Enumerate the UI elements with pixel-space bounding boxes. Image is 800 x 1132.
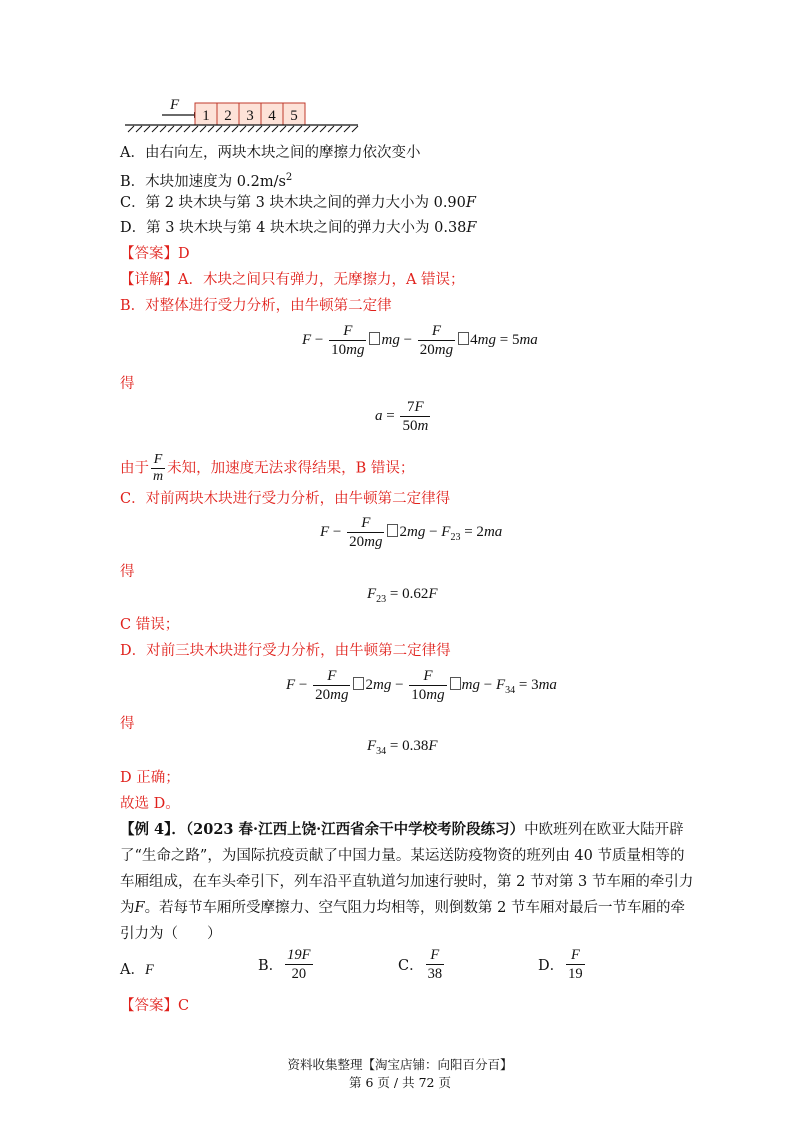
example-4-line-1 (120, 820, 684, 840)
choice-c-label: C． (398, 958, 424, 974)
analysis-de-2: 得 (120, 564, 135, 580)
option-b-text: B．木块加速度为 0.2m/s (120, 173, 286, 190)
analysis-line-7: D 正确； (120, 770, 180, 786)
force-label: F (170, 97, 180, 113)
footer-page-number: 第 6 页 / 共 72 页 (349, 1075, 451, 1090)
example-4-line-4 (120, 898, 685, 918)
block-row (195, 103, 305, 125)
choice-a-label: A． (120, 962, 145, 978)
analysis-de-3: 得 (120, 716, 135, 732)
analysis-line-8: 故选 D。 (120, 796, 180, 812)
choice-b-num: 19F (287, 947, 311, 963)
analysis-line-3-suffix: 未知，加速度无法求得结果，B 错误； (167, 460, 415, 477)
choice-d (538, 946, 587, 983)
footer-source: 资料收集整理【淘宝店铺：向阳百分百】 (287, 1057, 513, 1072)
analysis-line-4: C．对前两块木块进行受力分析，由牛顿第二定律得 (120, 491, 451, 507)
choice-c-den: 38 (427, 966, 443, 982)
block-label: 3 (246, 108, 254, 124)
option-a: A．由右向左，两块木块之间的摩擦力依次变小 (120, 145, 421, 161)
analysis-line-1: 【详解】A．木块之间只有弹力，无摩擦力，A 错误； (120, 272, 465, 288)
example-4-line-1-rest: 中欧班列在欧亚大陆开辟 (524, 822, 684, 838)
analysis-de-1: 得 (120, 376, 135, 392)
example-4-line-2: 了“生命之路”，为国际抗疫贡献了中国力量。某运送防疫物资的班列由 40 节质量相等的 (120, 848, 685, 864)
block-label: 4 (268, 108, 276, 124)
analysis-line-5: C 错误； (120, 617, 180, 633)
equation-1: F − $\frac{F}{10mg}$ mg − $\frac{F}{20mg}$ 4mg = 5ma (302, 323, 538, 358)
option-b-sup: 2 (285, 172, 293, 183)
choice-d-num: F (566, 946, 585, 965)
ground-hatch (128, 126, 358, 132)
equation-6: $F_{34} = 0.38F$ (367, 738, 438, 757)
example-4-line-4-rest: 。若每节车厢所受摩擦力、空气阻力均相等，则倒数第 2 节车厢对最后一节车厢的牵 (144, 900, 686, 916)
option-b (120, 168, 292, 192)
block-label: 5 (290, 108, 298, 124)
analysis-line-3: 由于 $\frac{F}{m}$ 未知，加速度无法求得结果，B 错误； (120, 452, 415, 484)
example-4-tag: 【例 4】．（2023 春·江西上饶·江西省余干中学校考阶段练习） (120, 821, 525, 838)
answer-2: 【答案】C (120, 998, 190, 1014)
option-d (120, 218, 476, 238)
example-4-line-3: 车厢组成，在车头牵引下，列车沿平直轨道匀加速行驶时，第 2 节对第 3 节车厢的牵引力 (120, 874, 694, 890)
example-4-line-5: 引力为（ ） (120, 926, 222, 942)
equation-3: F − $\frac{F}{20mg}$ $2mg - F_{23} = 2ma$ (320, 515, 503, 550)
choice-d-den: 19 (568, 966, 583, 982)
choice-b-label: B． (258, 958, 284, 974)
choice-c-num: F (426, 946, 445, 965)
option-c-var: F (465, 195, 476, 211)
choice-d-label: D． (538, 958, 565, 974)
choice-c (398, 946, 446, 983)
option-c (120, 193, 476, 213)
choice-a (120, 958, 154, 979)
choice-a-value: F (144, 962, 154, 978)
answer-1: 【答案】D (120, 246, 190, 262)
choice-b-den: 20 (291, 966, 307, 982)
option-c-text: C．第 2 块木块与第 3 块木块之间的弹力大小为 0.90 (120, 195, 466, 211)
block-label: 2 (224, 108, 232, 124)
option-d-var: F (466, 220, 477, 236)
equation-4: $F_{23} = 0.62F$ (367, 586, 438, 605)
blocks-figure (120, 94, 360, 134)
analysis-line-6: D．对前三块木块进行受力分析，由牛顿第二定律得 (120, 643, 451, 659)
option-d-text: D．第 3 块木块与第 4 块木块之间的弹力大小为 0.38 (120, 220, 467, 236)
block-label: 1 (202, 108, 210, 124)
example-4-line-4-prefix: 为 (120, 900, 135, 916)
analysis-line-2: B．对整体进行受力分析，由牛顿第二定律 (120, 298, 392, 314)
example-4-line-4-var: F (134, 900, 145, 916)
figure-svg (120, 94, 360, 134)
analysis-line-3-prefix: 由于 (120, 460, 149, 477)
equation-5: F − $\frac{F}{20mg}$ 2mg − $\frac{F}{10mg}$ mg − $F_{34} = 3ma$ (286, 668, 557, 703)
equation-2: a = $\frac{7F}{50m}$ (375, 399, 429, 434)
choice-b (258, 946, 315, 983)
